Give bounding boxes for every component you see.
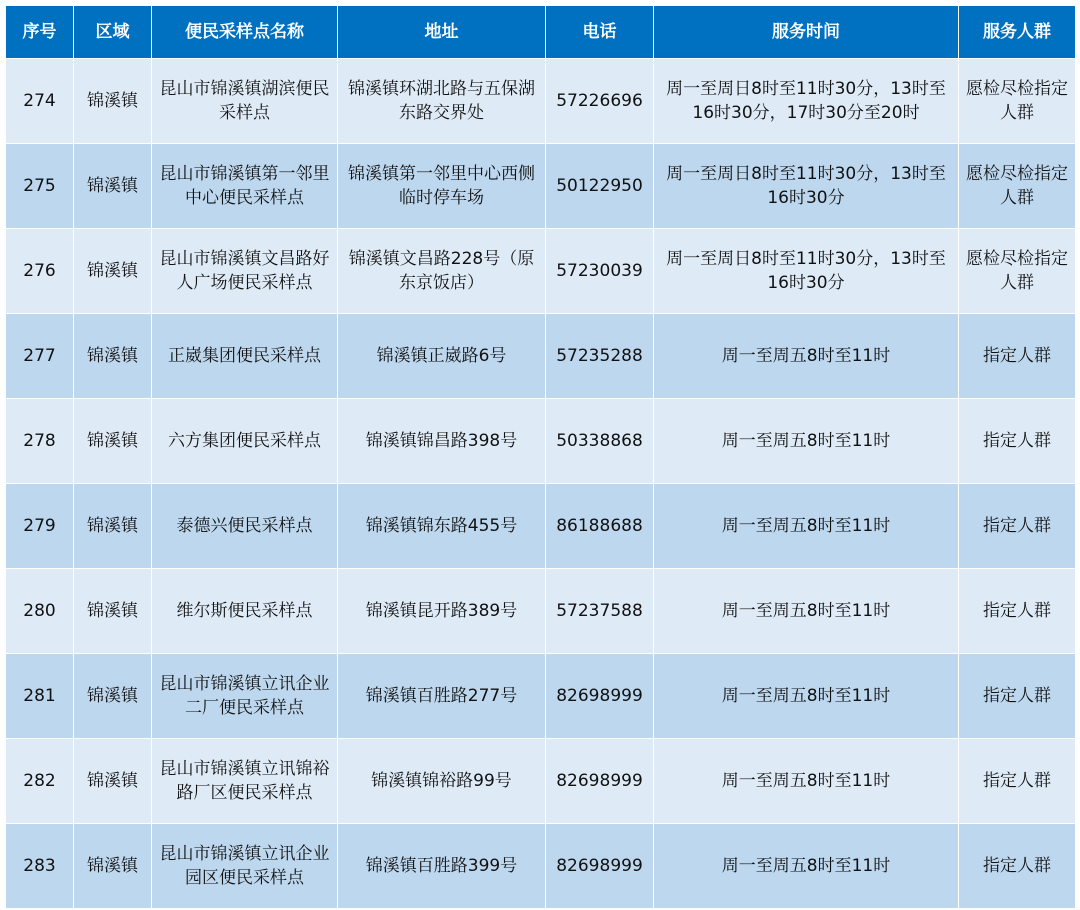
table-row	[6, 569, 1076, 654]
cell-no: 282	[6, 739, 74, 824]
cell-no: 281	[6, 654, 74, 739]
cell-area: 锦溪镇	[74, 314, 152, 399]
header-cell-area: 区域	[74, 6, 152, 59]
cell-phone: 50122950	[546, 144, 654, 229]
cell-name: 昆山市锦溪镇文昌路好人广场便民采样点	[152, 229, 338, 314]
cell-group: 指定人群	[959, 824, 1076, 909]
cell-no: 280	[6, 569, 74, 654]
cell-area: 锦溪镇	[74, 484, 152, 569]
cell-no: 278	[6, 399, 74, 484]
cell-name: 正崴集团便民采样点	[152, 314, 338, 399]
cell-hours: 周一至周日8时至11时30分，13时至16时30分，17时30分至20时	[654, 59, 959, 144]
cell-group: 愿检尽检指定人群	[959, 59, 1076, 144]
cell-phone: 82698999	[546, 739, 654, 824]
cell-name: 六方集团便民采样点	[152, 399, 338, 484]
cell-hours: 周一至周五8时至11时	[654, 399, 959, 484]
cell-name: 昆山市锦溪镇第一邻里中心便民采样点	[152, 144, 338, 229]
cell-no: 279	[6, 484, 74, 569]
cell-group: 指定人群	[959, 739, 1076, 824]
cell-hours: 周一至周日8时至11时30分，13时至16时30分	[654, 144, 959, 229]
cell-phone: 57235288	[546, 314, 654, 399]
header-cell-group: 服务人群	[959, 6, 1076, 59]
header-cell-name: 便民采样点名称	[152, 6, 338, 59]
cell-area: 锦溪镇	[74, 824, 152, 909]
cell-name: 昆山市锦溪镇湖滨便民采样点	[152, 59, 338, 144]
cell-area: 锦溪镇	[74, 144, 152, 229]
cell-phone: 82698999	[546, 824, 654, 909]
cell-name: 昆山市锦溪镇立讯企业二厂便民采样点	[152, 654, 338, 739]
table-row	[6, 739, 1076, 824]
cell-area: 锦溪镇	[74, 569, 152, 654]
cell-name: 泰德兴便民采样点	[152, 484, 338, 569]
cell-address: 锦溪镇文昌路228号（原东京饭店）	[338, 229, 546, 314]
cell-hours: 周一至周五8时至11时	[654, 824, 959, 909]
cell-hours: 周一至周五8时至11时	[654, 739, 959, 824]
cell-phone: 57226696	[546, 59, 654, 144]
cell-no: 275	[6, 144, 74, 229]
cell-phone: 86188688	[546, 484, 654, 569]
header-row	[6, 6, 1076, 59]
cell-group: 愿检尽检指定人群	[959, 144, 1076, 229]
cell-group: 指定人群	[959, 399, 1076, 484]
table-row	[6, 654, 1076, 739]
cell-address: 锦溪镇锦裕路99号	[338, 739, 546, 824]
cell-area: 锦溪镇	[74, 59, 152, 144]
cell-group: 指定人群	[959, 484, 1076, 569]
cell-area: 锦溪镇	[74, 739, 152, 824]
table-row	[6, 229, 1076, 314]
cell-hours: 周一至周五8时至11时	[654, 654, 959, 739]
cell-phone: 50338868	[546, 399, 654, 484]
header-cell-address: 地址	[338, 6, 546, 59]
cell-group: 指定人群	[959, 314, 1076, 399]
cell-name: 昆山市锦溪镇立讯企业园区便民采样点	[152, 824, 338, 909]
cell-hours: 周一至周五8时至11时	[654, 484, 959, 569]
cell-address: 锦溪镇百胜路277号	[338, 654, 546, 739]
cell-address: 锦溪镇正崴路6号	[338, 314, 546, 399]
cell-phone: 57237588	[546, 569, 654, 654]
cell-address: 锦溪镇环湖北路与五保湖东路交界处	[338, 59, 546, 144]
cell-address: 锦溪镇昆开路389号	[338, 569, 546, 654]
table-row	[6, 824, 1076, 909]
header-cell-no: 序号	[6, 6, 74, 59]
cell-area: 锦溪镇	[74, 654, 152, 739]
cell-no: 274	[6, 59, 74, 144]
header-cell-phone: 电话	[546, 6, 654, 59]
cell-address: 锦溪镇第一邻里中心西侧临时停车场	[338, 144, 546, 229]
cell-area: 锦溪镇	[74, 229, 152, 314]
cell-no: 276	[6, 229, 74, 314]
cell-no: 277	[6, 314, 74, 399]
cell-group: 指定人群	[959, 654, 1076, 739]
table-row	[6, 144, 1076, 229]
cell-phone: 57230039	[546, 229, 654, 314]
cell-address: 锦溪镇百胜路399号	[338, 824, 546, 909]
cell-address: 锦溪镇锦昌路398号	[338, 399, 546, 484]
sampling-points-table	[5, 5, 1076, 909]
table-row	[6, 59, 1076, 144]
cell-name: 维尔斯便民采样点	[152, 569, 338, 654]
table-row	[6, 399, 1076, 484]
header-cell-hours: 服务时间	[654, 6, 959, 59]
cell-no: 283	[6, 824, 74, 909]
cell-phone: 82698999	[546, 654, 654, 739]
cell-hours: 周一至周日8时至11时30分，13时至16时30分	[654, 229, 959, 314]
table-row	[6, 314, 1076, 399]
cell-address: 锦溪镇锦东路455号	[338, 484, 546, 569]
cell-hours: 周一至周五8时至11时	[654, 314, 959, 399]
cell-name: 昆山市锦溪镇立讯锦裕路厂区便民采样点	[152, 739, 338, 824]
cell-hours: 周一至周五8时至11时	[654, 569, 959, 654]
table-row	[6, 484, 1076, 569]
cell-group: 愿检尽检指定人群	[959, 229, 1076, 314]
cell-area: 锦溪镇	[74, 399, 152, 484]
cell-group: 指定人群	[959, 569, 1076, 654]
